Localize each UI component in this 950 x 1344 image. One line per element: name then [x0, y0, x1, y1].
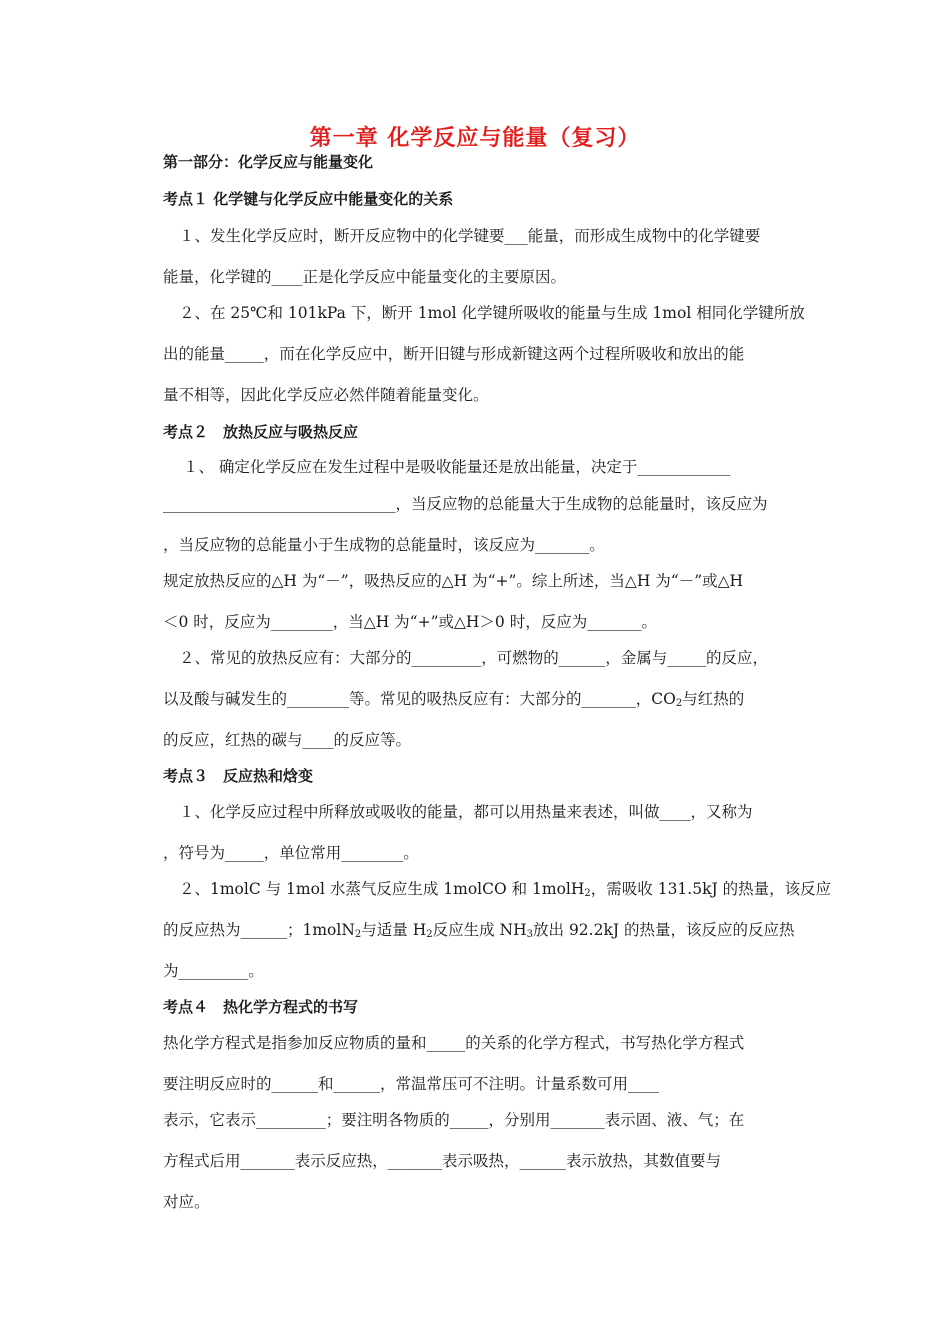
paragraph-line: １、化学反应过程中所释放或吸收的能量，都可以用热量来表述，叫做____，又称为: [179, 803, 753, 821]
paragraph-line: 量不相等，因此化学反应必然伴随着能量变化。: [163, 386, 489, 404]
paragraph-line: 表示，它表示_________；要注明各物质的_____，分别用_______表示固、液、气；在: [163, 1111, 745, 1129]
paragraph-line: ，当反应物的总能量小于生成物的总能量时，该反应为_______。: [163, 536, 605, 554]
text-run: ２、1molC 与 1mol 水蒸气反应生成 1molCO 和 1molH: [179, 880, 585, 898]
section-heading-k3: 考点３ 反应热和焓变: [163, 767, 314, 785]
paragraph-line: ______________________________，当反应物的总能量大于生成物的总能量时，该反应为: [163, 495, 768, 513]
paragraph-line: 热化学方程式是指参加反应物质的量和_____的关系的化学方程式，书写热化学方程式: [163, 1034, 745, 1052]
text-run: 与红热的: [682, 690, 745, 708]
paragraph-line: [163, 689, 744, 709]
paragraph-line: 方程式后用_______表示反应热，_______表示吸热，______表示放热，其数值要与: [163, 1152, 722, 1170]
paragraph-line: ，符号为_____，单位常用________。: [163, 844, 419, 862]
text-run: ，需吸收 131.5kJ 的热量，该反应: [590, 880, 832, 898]
paragraph-line: 的反应，红热的碳与____的反应等。: [163, 731, 412, 749]
text-run: 与适量 H: [361, 921, 427, 939]
paragraph-line: 对应。: [163, 1193, 210, 1211]
subscript: 2: [354, 929, 362, 940]
subscript: 3: [526, 929, 534, 940]
text-run: 的反应热为______；1molN: [163, 921, 355, 939]
section-heading-k2: 考点２ 放热反应与吸热反应: [163, 423, 359, 441]
paragraph-line: 能量，化学键的____正是化学反应中能量变化的主要原因。: [163, 268, 567, 286]
text-run: 反应生成 NH: [432, 921, 527, 939]
subscript: 2: [426, 929, 433, 940]
subscript: 2: [584, 888, 591, 899]
paragraph-line: １、 确定化学反应在发生过程中是吸收能量还是放出能量，决定于____________: [183, 458, 731, 476]
paragraph-line: １、发生化学反应时，断开反应物中的化学键要___能量，而形成生成物中的化学键要: [179, 227, 761, 245]
paragraph-line: 要注明反应时的______和______，常温常压可不注明。计量系数可用____: [163, 1075, 660, 1093]
page-title: 第一章 化学反应与能量（复习）: [309, 125, 641, 151]
paragraph-line: [179, 879, 831, 899]
section-heading-k1: 考点１ 化学键与化学反应中能量变化的关系: [163, 190, 454, 208]
paragraph-line: ２、常见的放热反应有：大部分的_________，可燃物的______，金属与_____的反应，: [179, 649, 769, 667]
part-heading: 第一部分：化学反应与能量变化: [163, 153, 374, 171]
paragraph-line: 出的能量_____，而在化学反应中，断开旧键与形成新键这两个过程所吸收和放出的能: [163, 345, 745, 363]
text-run: 放出 92.2kJ 的热量，该反应的反应热: [533, 921, 795, 939]
paragraph-line: ２、在 25℃和 101kPa 下，断开 1mol 化学键所吸收的能量与生成 1mol 相同化学键所放: [179, 304, 805, 322]
paragraph-line: 规定放热反应的△H 为“－”，吸热反应的△H 为“+”。综上所述，当△H 为“－”或△H: [163, 572, 744, 590]
subscript: 2: [675, 698, 683, 709]
paragraph-line: [163, 920, 795, 940]
paragraph-line: 为_________。: [163, 962, 264, 980]
paragraph-line: ＜0 时，反应为________，当△H 为“+”或△H＞0 时，反应为_______。: [163, 613, 657, 631]
section-heading-k4: 考点４ 热化学方程式的书写: [163, 998, 359, 1016]
text-run: 以及酸与碱发生的________等。常见的吸热反应有：大部分的_______，CO: [163, 690, 676, 708]
